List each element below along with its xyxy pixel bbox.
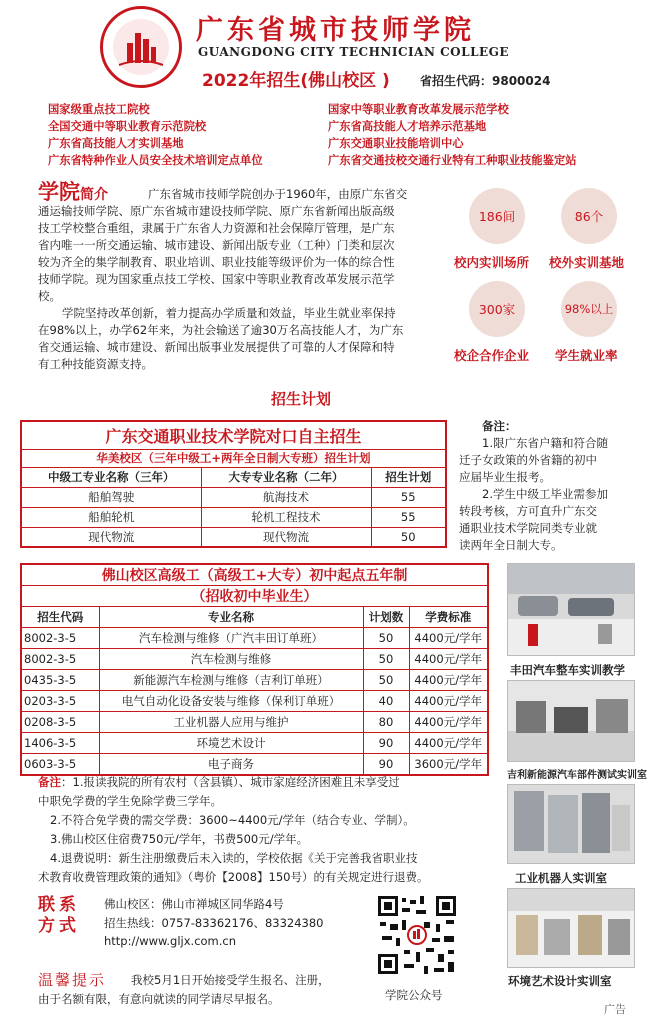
intro-line: 通运输技师学院、原广东省城市建设技师学院、原广东省新闻出版高级 xyxy=(38,204,395,218)
intro-line: 广东省城市技师学院创办于1960年，由原广东省交 xyxy=(148,187,408,201)
col-header: 招生代码 xyxy=(21,607,99,628)
side-note-line: 应届毕业生报考。 xyxy=(459,470,551,484)
stat-circle: 300家 xyxy=(469,281,525,337)
qr-caption: 学院公众号 xyxy=(385,988,443,1002)
cell: 0603-3-5 xyxy=(21,754,99,775)
stat-circle: 186间 xyxy=(469,188,525,244)
cell: 90 xyxy=(363,733,409,754)
cell: 轮机工程技术 xyxy=(201,507,371,527)
recruit-code: 省招生代码：9800024 xyxy=(420,74,551,88)
intro-line: 校。 xyxy=(38,289,61,303)
honor-item: 全国交通中等职业教育示范院校 xyxy=(48,120,207,133)
table-row xyxy=(21,507,446,527)
intro-title-sub: 简介 xyxy=(80,187,108,203)
intro-line: 省交通运输、城市建设、新闻出版事业发展提供了可靠的人才保障和特 xyxy=(38,340,395,354)
cell: 现代物流 xyxy=(21,527,201,547)
intro-line: 有工种技能资源支持。 xyxy=(38,357,153,371)
cell: 4400元/学年 xyxy=(409,691,488,712)
col-header: 学费标准 xyxy=(409,607,488,628)
contact-hotline: 招生热线：0757-83362176、83324380 xyxy=(104,916,324,930)
stat-label: 校企合作企业 xyxy=(454,348,530,363)
college-title-en: GUANGDONG CITY TECHNICIAN COLLEGE xyxy=(198,45,510,59)
col-header: 专业名称 xyxy=(99,607,363,628)
table-title: 广东交通职业技术学院对口自主招生 xyxy=(21,421,446,449)
cell: 50 xyxy=(371,527,446,547)
photo-robot-lab xyxy=(507,784,635,864)
stat-circle: 98%以上 xyxy=(561,281,617,337)
photo-caption: 丰田汽车整车实训教学 xyxy=(510,663,625,677)
side-note-line: 转段考核，方可直升广东交 xyxy=(459,504,597,518)
cell: 汽车检测与维修（广汽丰田订单班） xyxy=(99,628,363,649)
joint-program-table xyxy=(20,420,447,548)
honor-item: 广东省特种作业人员安全技术培训定点单位 xyxy=(48,154,263,167)
plan-title: 招生计划 xyxy=(271,390,332,408)
intro-line: 技师学院。现为国家重点技工学校、国家中等职业教育改革发展示范学 xyxy=(38,272,395,286)
cell: 50 xyxy=(363,628,409,649)
table-row xyxy=(21,649,488,670)
cell: 0435-3-5 xyxy=(21,670,99,691)
ad-label: 广告 xyxy=(604,1003,626,1016)
honor-item: 广东省高技能人才实训基地 xyxy=(48,137,184,150)
foshan-program-table xyxy=(20,563,489,776)
photo-caption: 工业机器人实训室 xyxy=(515,871,607,885)
intro-line: 较为齐全的集学制教育、职业培训、职业技能等级评价为一体的综合性 xyxy=(38,255,395,269)
notes-line: 术教育收费管理政策的通知》（粤价【2008】150号）的有关规定进行退费。 xyxy=(38,870,429,884)
cell: 90 xyxy=(363,754,409,775)
cell: 4400元/学年 xyxy=(409,649,488,670)
intro-title xyxy=(38,176,108,206)
intro-title-main: 学院 xyxy=(38,180,80,204)
honor-item: 广东省高技能人才培养示范基地 xyxy=(328,120,487,133)
stat-label: 学生就业率 xyxy=(555,348,618,363)
tip-line: 我校5月1日开始接受学生报名、注册， xyxy=(131,973,330,987)
col-header: 计划数 xyxy=(363,607,409,628)
recruit-heading: 2022年招生(佛山校区 ) xyxy=(202,71,390,91)
contact-address: 佛山校区：佛山市禅城区同华路4号 xyxy=(104,897,284,911)
table-row xyxy=(21,487,446,507)
photo-caption: 环境艺术设计实训室 xyxy=(508,974,612,988)
cell: 8002-3-5 xyxy=(21,628,99,649)
cell: 现代物流 xyxy=(201,527,371,547)
photo-geely-lab xyxy=(507,680,635,762)
cell: 1406-3-5 xyxy=(21,733,99,754)
notes-line: 3.佛山校区住宿费750元/学年，书费500元/学年。 xyxy=(50,832,309,846)
cell: 船舶驾驶 xyxy=(21,487,201,507)
table-row xyxy=(21,670,488,691)
side-note-line: 读两年全日制大专。 xyxy=(459,538,563,552)
cell: 4400元/学年 xyxy=(409,628,488,649)
side-note-line: 2.学生中级工毕业需参加 xyxy=(482,487,608,501)
photo-toyota-workshop xyxy=(507,563,635,656)
notes-line: 2.不符合免学费的需交学费：3600~4400元/学年（结合专业、学制）。 xyxy=(50,813,415,827)
cell: 工业机器人应用与维护 xyxy=(99,712,363,733)
contact-title: 联系方式 xyxy=(38,895,80,936)
table-subtitle: 华美校区（三年中级工+两年全日制大专班）招生计划 xyxy=(21,449,446,467)
side-note-line: 迁子女政策的外省籍的初中 xyxy=(459,453,597,467)
tip-title: 温馨提示 xyxy=(38,971,107,989)
table-row xyxy=(21,733,488,754)
stat-label: 校内实训场所 xyxy=(454,255,530,270)
college-logo xyxy=(100,6,182,88)
intro-line: 省内唯一一所交通运输、城市建设、新闻出版专业（工种）门类和层次 xyxy=(38,238,395,252)
cell: 电气自动化设备安装与维修（保利订单班） xyxy=(99,691,363,712)
col-header: 招生计划 xyxy=(371,467,446,487)
intro-line: 在98%以上，办学62年来，为社会输送了逾30万名高技能人才，为广东 xyxy=(38,323,404,337)
cell: 环境艺术设计 xyxy=(99,733,363,754)
cell: 4400元/学年 xyxy=(409,670,488,691)
table-header-row xyxy=(21,467,446,487)
col-header: 中级工专业名称（三年） xyxy=(21,467,201,487)
cell: 4400元/学年 xyxy=(409,733,488,754)
tip-line: 由于名额有限，有意向就读的同学请尽早报名。 xyxy=(38,992,280,1006)
cell: 4400元/学年 xyxy=(409,712,488,733)
cell: 船舶轮机 xyxy=(21,507,201,527)
intro-line: 学院坚持改革创新，着力提高办学质量和效益，毕业生就业率保持 xyxy=(62,306,396,320)
notes-text: ：1.报读我院的所有农村（含县镇）、城市家庭经济困难且未享受过 xyxy=(61,775,400,789)
table-row xyxy=(21,691,488,712)
table-row xyxy=(21,628,488,649)
qr-code xyxy=(376,894,458,980)
intro-line: 技工学校整合重组，隶属于广东省人力资源和社会保障厅管理，是广东 xyxy=(38,221,395,235)
table-title: 佛山校区高级工（高级工+大专）初中起点五年制 xyxy=(21,564,488,586)
stat-circle: 86个 xyxy=(561,188,617,244)
table-subtitle: （招收初中毕业生） xyxy=(21,586,488,607)
college-title: 广东省城市技师学院 xyxy=(196,15,475,46)
cell: 3600元/学年 xyxy=(409,754,488,775)
notes-line: 4.退费说明：新生注册缴费后未入读的，学校依据《关于完善我省职业技 xyxy=(50,851,418,865)
cell: 航海技术 xyxy=(201,487,371,507)
notes-line: 中职免学费的学生免除学费三学年。 xyxy=(38,794,222,808)
cell: 80 xyxy=(363,712,409,733)
photo-caption: 吉利新能源汽车部件测试实训室 xyxy=(507,770,647,781)
honor-item: 广东交通职业技能培训中心 xyxy=(328,137,464,150)
notes-label: 备注 xyxy=(38,775,61,789)
cell: 电子商务 xyxy=(99,754,363,775)
cell: 50 xyxy=(363,670,409,691)
honor-item: 国家级重点技工院校 xyxy=(48,103,150,116)
photo-env-art-lab xyxy=(507,888,635,968)
table-header-row xyxy=(21,607,488,628)
cell: 0203-3-5 xyxy=(21,691,99,712)
honor-item: 广东省交通技校交通行业特有工种职业技能鉴定站 xyxy=(328,154,577,167)
cell: 汽车检测与维修 xyxy=(99,649,363,670)
cell: 0208-3-5 xyxy=(21,712,99,733)
cell: 50 xyxy=(363,649,409,670)
col-header: 大专专业名称（二年） xyxy=(201,467,371,487)
side-note-line: 通职业技术学院同类专业就 xyxy=(459,521,597,535)
cell: 新能源汽车检测与维修（吉利订单班） xyxy=(99,670,363,691)
table-row xyxy=(21,527,446,547)
stat-label: 校外实训基地 xyxy=(549,255,625,270)
cell: 8002-3-5 xyxy=(21,649,99,670)
table-row xyxy=(21,754,488,775)
cell: 40 xyxy=(363,691,409,712)
side-note-title: 备注： xyxy=(482,419,517,433)
cell: 55 xyxy=(371,487,446,507)
honor-item: 国家中等职业教育改革发展示范学校 xyxy=(328,103,509,116)
contact-url-link[interactable]: http://www.gljx.com.cn xyxy=(104,934,237,948)
side-note-line: 1.限广东省户籍和符合随 xyxy=(482,436,608,450)
cell: 55 xyxy=(371,507,446,527)
table-row xyxy=(21,712,488,733)
notes-line xyxy=(38,774,400,790)
